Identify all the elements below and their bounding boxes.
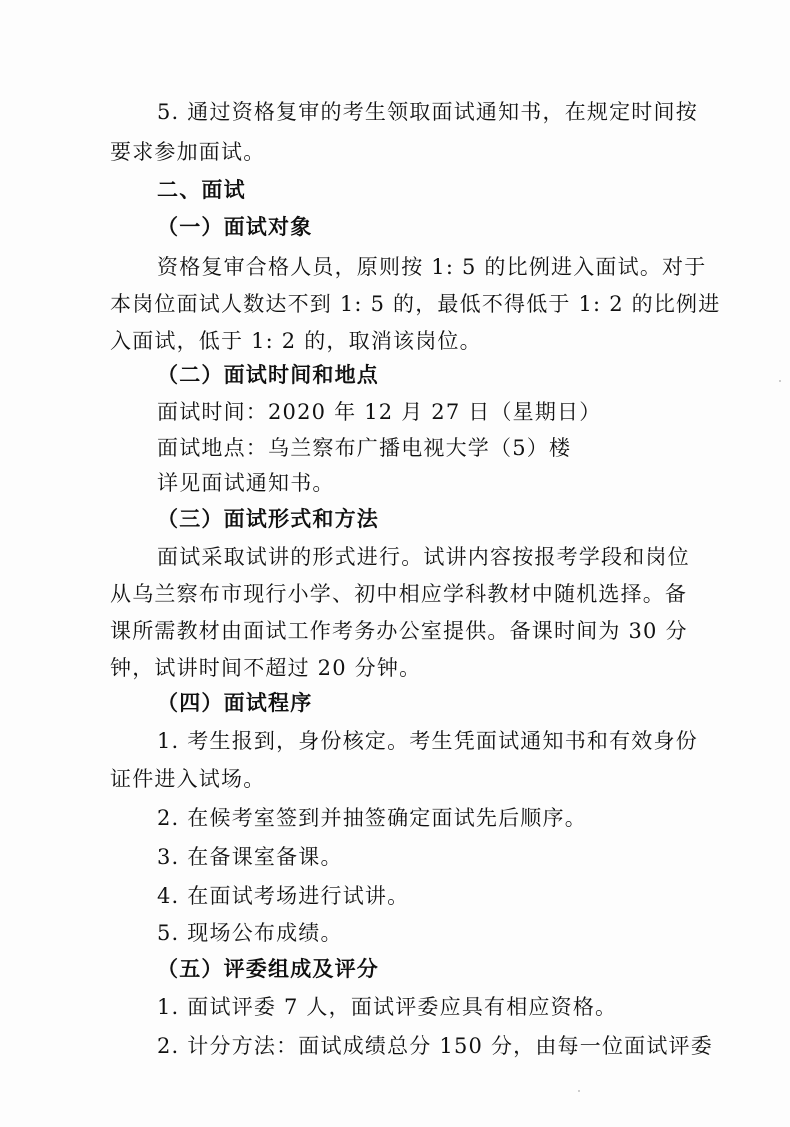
paragraph-line: 5. 通过资格复审的考生领取面试通知书，在规定时间按 [157,100,698,124]
paragraph-line: 面试采取试讲的形式进行。试讲内容按报考学段和岗位 [157,545,690,569]
list-item: 2. 计分方法：面试成绩总分 150 分，由每一位面试评委 [157,1034,713,1058]
paragraph-line: 证件进入试场。 [110,767,266,791]
list-item: 5. 现场公布成绩。 [157,921,343,945]
list-item: 1. 面试评委 7 人，面试评委应具有相应资格。 [157,995,618,1019]
subsection-heading: （四）面试程序 [157,690,313,715]
paragraph-line: 要求参加面试。 [110,140,266,164]
scan-speck [779,380,781,382]
subsection-heading: （三）面试形式和方法 [157,506,379,531]
paragraph-line: 本岗位面试人数达不到 1: 5 的，最低不得低于 1: 2 的比例进 [110,292,721,316]
list-item: 3. 在备课室备课。 [157,845,343,869]
paragraph-line: 钟，试讲时间不超过 20 分钟。 [110,656,422,680]
paragraph-line: 面试时间：2020 年 12 月 27 日（星期日） [157,400,602,424]
paragraph-line: 从乌兰察布市现行小学、初中相应学科教材中随机选择。备 [110,582,688,606]
subsection-heading: （二）面试时间和地点 [157,362,379,387]
paragraph-line: 面试地点：乌兰察布广播电视大学（5）楼 [157,436,572,460]
list-item: 2. 在候考室签到并抽签确定面试先后顺序。 [157,806,587,830]
scan-speck [578,1090,580,1092]
paragraph-line: 1. 考生报到，身份核定。考生凭面试通知书和有效身份 [157,729,698,753]
paragraph-line: 入面试，低于 1: 2 的，取消该岗位。 [110,329,482,353]
subsection-heading: （五）评委组成及评分 [157,956,379,981]
subsection-heading: （一）面试对象 [157,214,313,239]
paragraph-line: 详见面试通知书。 [157,471,335,495]
section-heading: 二、面试 [157,177,246,202]
paragraph-line: 课所需教材由面试工作考务办公室提供。备课时间为 30 分 [110,619,688,643]
list-item: 4. 在面试考场进行试讲。 [157,884,410,908]
paragraph-line: 资格复审合格人员，原则按 1: 5 的比例进入面试。对于 [157,255,707,279]
